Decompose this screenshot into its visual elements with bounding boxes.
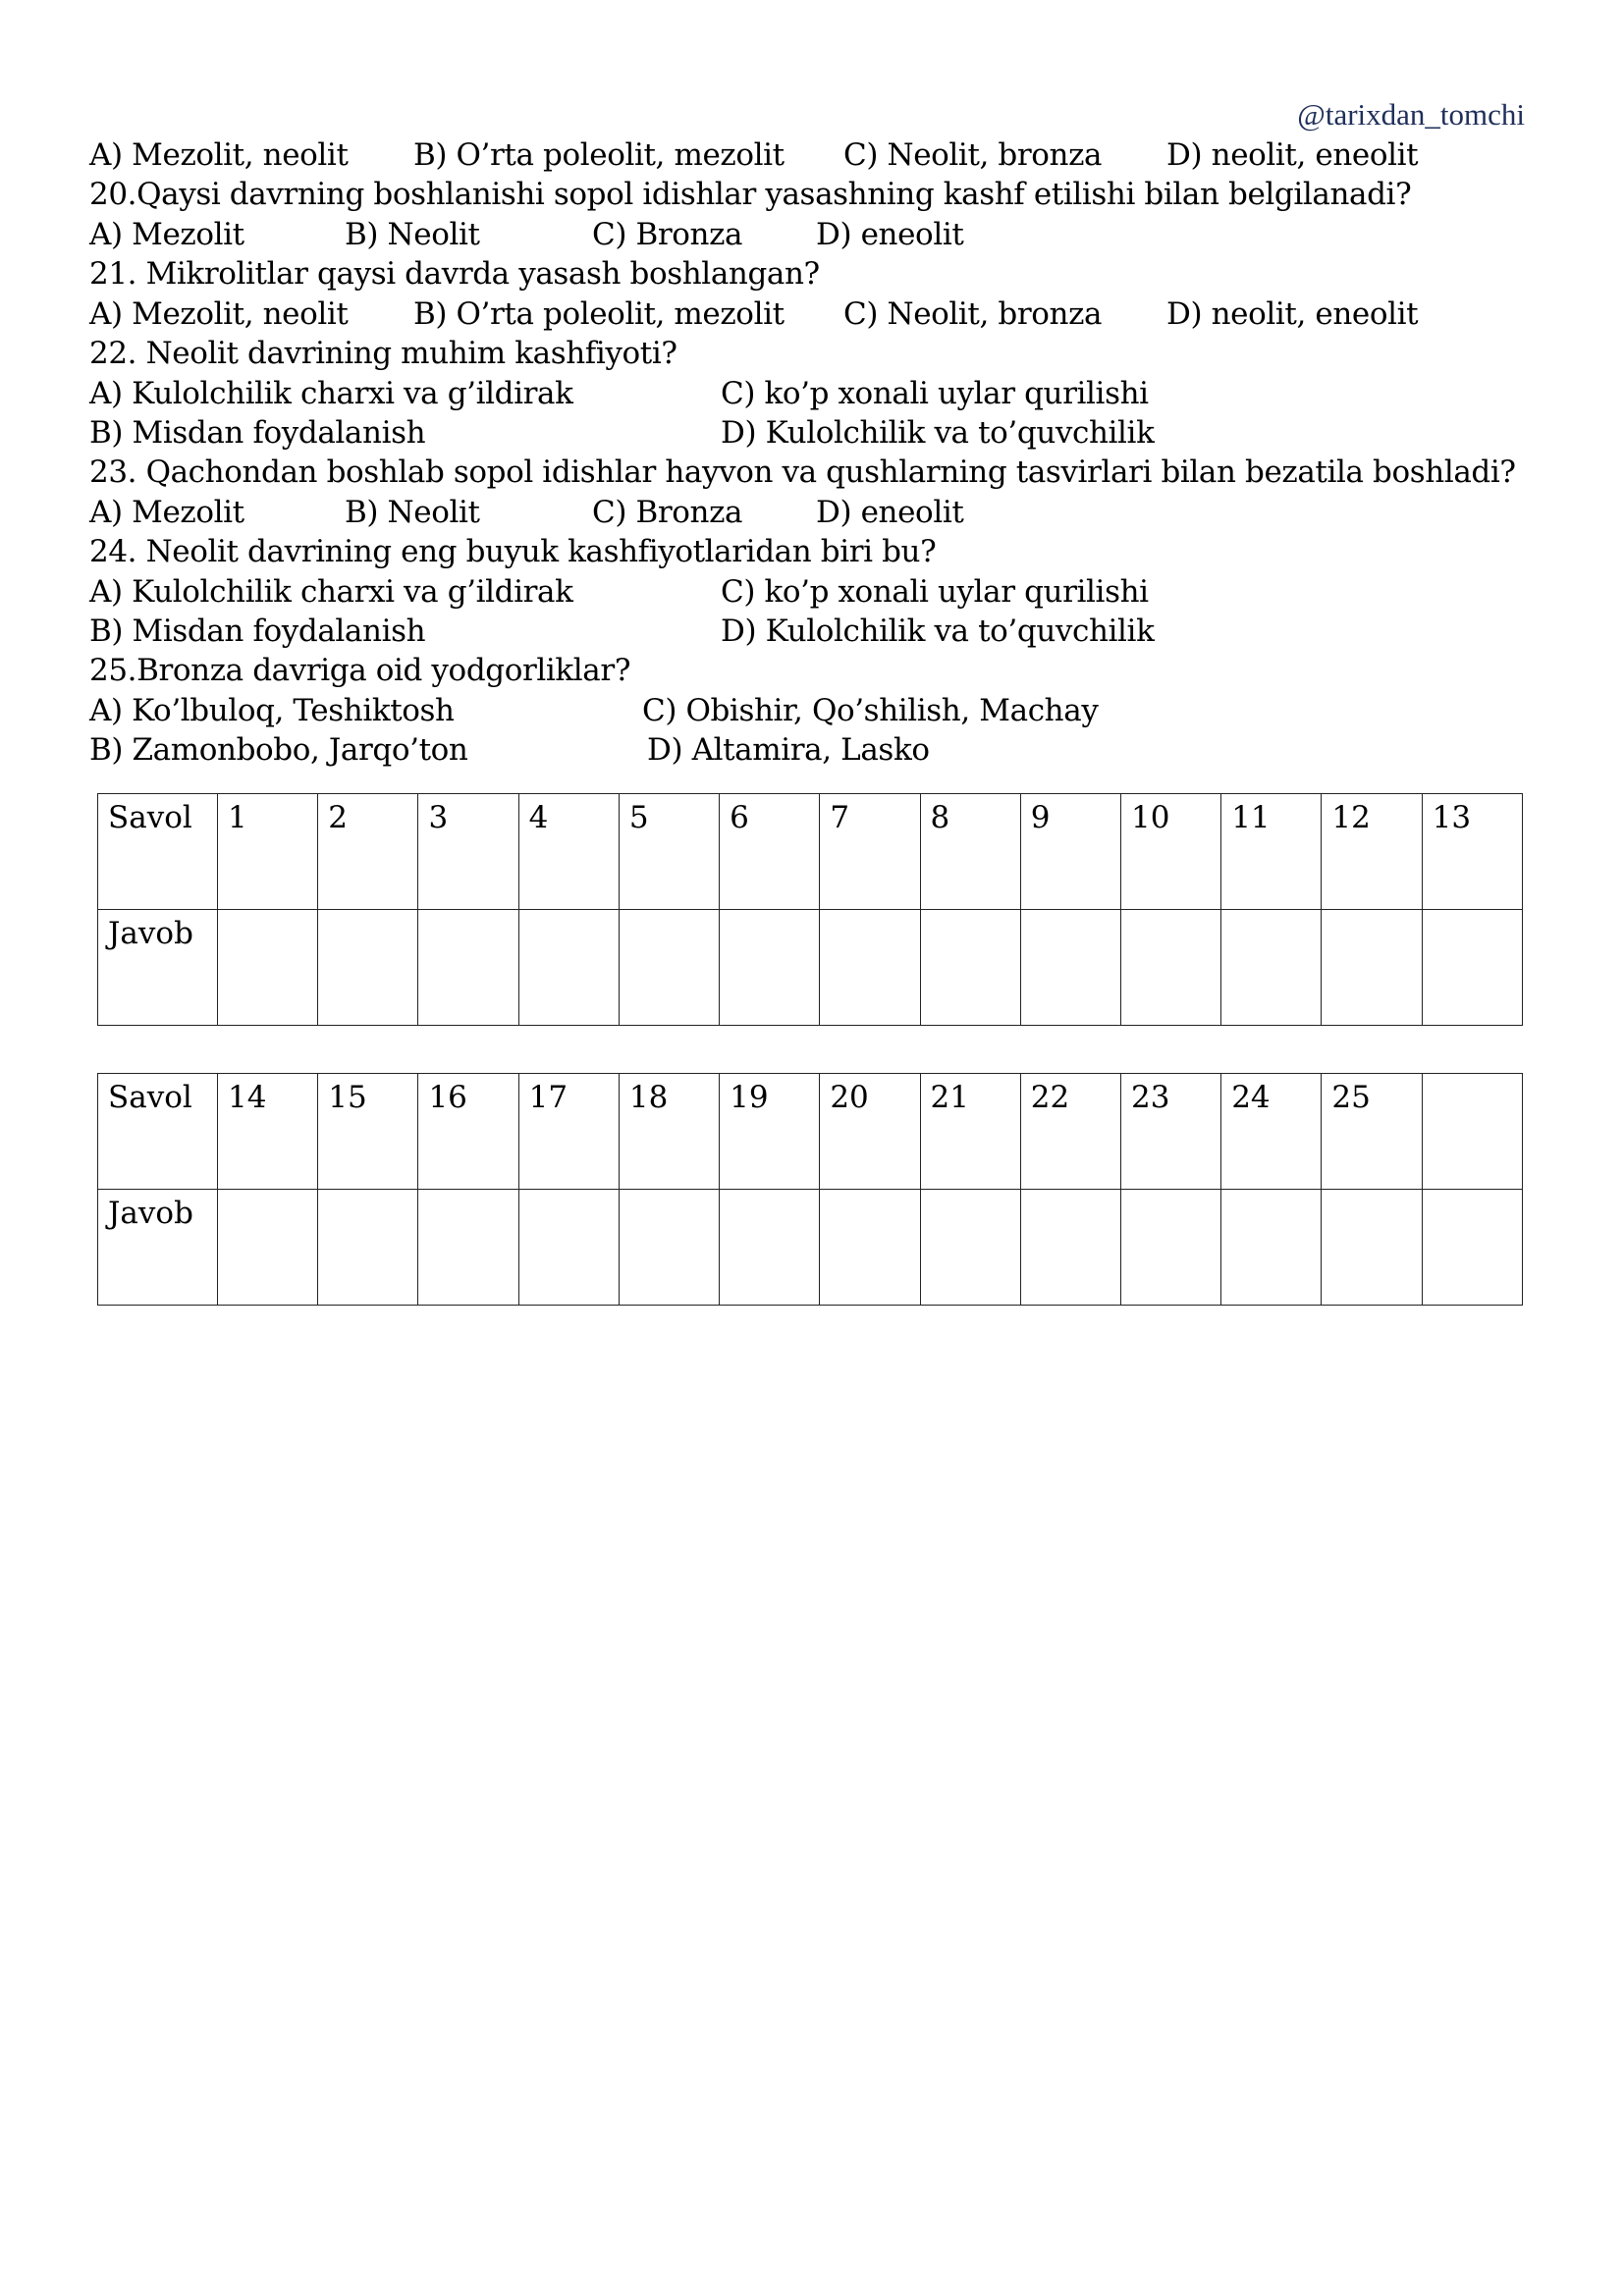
question-number-cell: 10 xyxy=(1120,794,1220,910)
option-a: A) Ko’lbuloq, Teshiktosh xyxy=(89,693,455,728)
question-20: 20.Qaysi davrning boshlanishi sopol idishlar yasashning kashf etilishi bilan belgilanadi? xyxy=(89,177,1412,212)
answer-cell[interactable] xyxy=(720,910,820,1026)
answer-cell[interactable] xyxy=(1422,1190,1522,1306)
option-d: D) Kulolchilik va to’quvchilik xyxy=(721,614,1155,649)
option-d: D) Altamira, Lasko xyxy=(647,732,930,768)
answer-cell[interactable] xyxy=(619,1190,719,1306)
option-a: A) Mezolit, neolit xyxy=(89,296,349,332)
question-number-cell: 13 xyxy=(1422,794,1522,910)
table-row-savol xyxy=(98,1074,1523,1190)
question-number-cell: 6 xyxy=(720,794,820,910)
option-c: C) Neolit, bronza xyxy=(843,296,1103,332)
question-number-cell: 22 xyxy=(1020,1074,1120,1190)
question-number-cell: 24 xyxy=(1221,1074,1322,1190)
question-number-cell: 12 xyxy=(1322,794,1422,910)
question-number-cell: 7 xyxy=(820,794,920,910)
question-number-cell: 5 xyxy=(619,794,719,910)
question-number-cell: 9 xyxy=(1020,794,1120,910)
option-d: D) Kulolchilik va to’quvchilik xyxy=(721,415,1155,451)
answer-cell[interactable] xyxy=(318,1190,418,1306)
option-b: B) Neolit xyxy=(345,495,480,530)
question-23: 23. Qachondan boshlab sopol idishlar hayvon va qushlarning tasvirlari bilan bezatila boshladi? xyxy=(89,454,1516,490)
question-25: 25.Bronza davriga oid yodgorliklar? xyxy=(89,653,631,688)
option-c: C) ko’p xonali uylar qurilishi xyxy=(721,376,1149,411)
question-number-cell: 16 xyxy=(418,1074,518,1190)
question-22: 22. Neolit davrining muhim kashfiyoti? xyxy=(89,336,677,371)
question-number-cell: 25 xyxy=(1322,1074,1422,1190)
answer-cell[interactable] xyxy=(1221,1190,1322,1306)
answer-cell[interactable] xyxy=(619,910,719,1026)
answer-cell[interactable] xyxy=(218,1190,318,1306)
author-handle: @tarixdan_tomchi xyxy=(1297,97,1525,132)
question-number-cell: 14 xyxy=(218,1074,318,1190)
answer-cell[interactable] xyxy=(920,1190,1020,1306)
option-d: D) eneolit xyxy=(816,217,964,252)
option-a: A) Mezolit xyxy=(89,495,244,530)
row-label-javob: Javob xyxy=(98,1190,218,1306)
question-21: 21. Mikrolitlar qaysi davrda yasash boshlangan? xyxy=(89,256,820,292)
answer-cell[interactable] xyxy=(1422,910,1522,1026)
answer-cell[interactable] xyxy=(518,910,619,1026)
option-c: C) Bronza xyxy=(592,217,743,252)
question-number-cell: 4 xyxy=(518,794,619,910)
answer-cell[interactable] xyxy=(318,910,418,1026)
question-number-cell: 23 xyxy=(1120,1074,1220,1190)
answer-cell[interactable] xyxy=(418,910,518,1026)
option-c: C) Obishir, Qo’shilish, Machay xyxy=(642,693,1099,728)
option-c: C) Bronza xyxy=(592,495,743,530)
question-number-cell: 1 xyxy=(218,794,318,910)
option-b: B) Neolit xyxy=(345,217,480,252)
answer-cell[interactable] xyxy=(1322,1190,1422,1306)
question-number-cell: 3 xyxy=(418,794,518,910)
question-number-cell: 18 xyxy=(619,1074,719,1190)
option-c: C) ko’p xonali uylar qurilishi xyxy=(721,574,1149,610)
row-label-savol: Savol xyxy=(98,794,218,910)
table-row-savol xyxy=(98,794,1523,910)
option-b: B) Zamonbobo, Jarqo’ton xyxy=(89,732,468,768)
answer-cell[interactable] xyxy=(518,1190,619,1306)
option-d: D) eneolit xyxy=(816,495,964,530)
row-label-savol: Savol xyxy=(98,1074,218,1190)
answer-cell[interactable] xyxy=(1221,910,1322,1026)
answer-cell[interactable] xyxy=(1322,910,1422,1026)
answer-cell[interactable] xyxy=(1120,910,1220,1026)
answer-cell[interactable] xyxy=(1020,1190,1120,1306)
question-number-cell: 15 xyxy=(318,1074,418,1190)
question-number-cell xyxy=(1422,1074,1522,1190)
option-b: B) O’rta poleolit, mezolit xyxy=(413,296,785,332)
question-number-cell: 8 xyxy=(920,794,1020,910)
question-number-cell: 2 xyxy=(318,794,418,910)
question-number-cell: 20 xyxy=(820,1074,920,1190)
option-a: A) Kulolchilik charxi va g’ildirak xyxy=(89,574,573,610)
answer-table-1 xyxy=(97,793,1523,1026)
option-a: A) Mezolit xyxy=(89,217,244,252)
answer-cell[interactable] xyxy=(720,1190,820,1306)
option-c: C) Neolit, bronza xyxy=(843,137,1103,173)
answer-table-2 xyxy=(97,1073,1523,1306)
option-b: B) Misdan foydalanish xyxy=(89,614,426,649)
answer-cell[interactable] xyxy=(1120,1190,1220,1306)
table-row-javob xyxy=(98,910,1523,1026)
answer-cell[interactable] xyxy=(920,910,1020,1026)
question-number-cell: 11 xyxy=(1221,794,1322,910)
option-a: A) Kulolchilik charxi va g’ildirak xyxy=(89,376,573,411)
option-a: A) Mezolit, neolit xyxy=(89,137,349,173)
option-b: B) Misdan foydalanish xyxy=(89,415,426,451)
option-d: D) neolit, eneolit xyxy=(1166,296,1419,332)
table-row-javob xyxy=(98,1190,1523,1306)
option-b: B) O’rta poleolit, mezolit xyxy=(413,137,785,173)
question-number-cell: 21 xyxy=(920,1074,1020,1190)
answer-cell[interactable] xyxy=(1020,910,1120,1026)
option-d: D) neolit, eneolit xyxy=(1166,137,1419,173)
question-number-cell: 17 xyxy=(518,1074,619,1190)
answer-cell[interactable] xyxy=(218,910,318,1026)
answer-cell[interactable] xyxy=(820,910,920,1026)
question-24: 24. Neolit davrining eng buyuk kashfiyotlaridan biri bu? xyxy=(89,534,937,569)
answer-cell[interactable] xyxy=(820,1190,920,1306)
answer-cell[interactable] xyxy=(418,1190,518,1306)
question-number-cell: 19 xyxy=(720,1074,820,1190)
row-label-javob: Javob xyxy=(98,910,218,1026)
